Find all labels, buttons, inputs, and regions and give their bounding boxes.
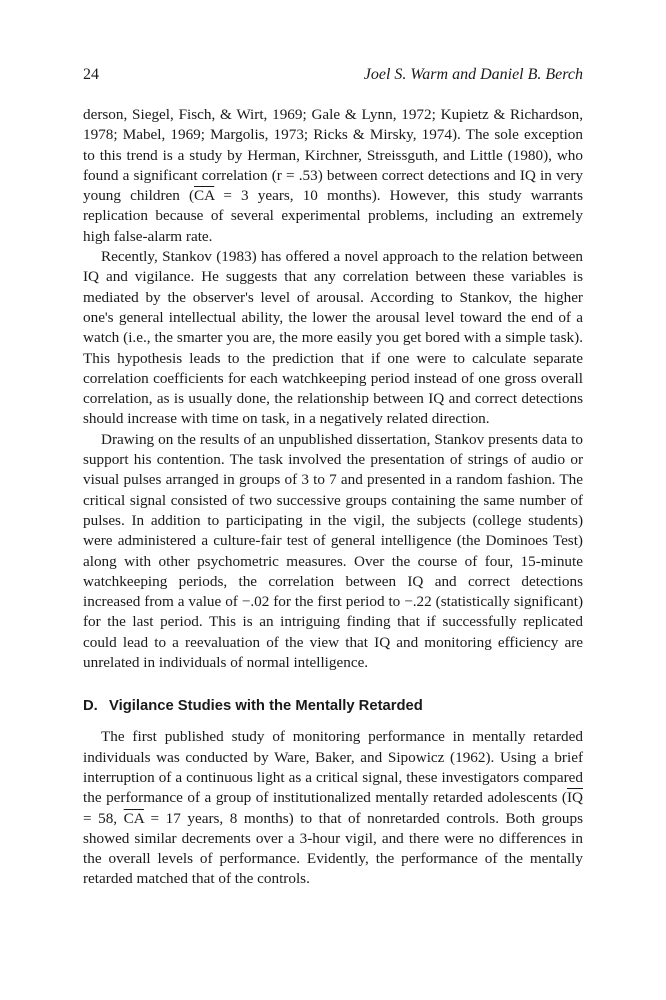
paragraph-4-text: The first published study of monitoring performance in mentally retarded individuals was conducted by Ware, Baker, and Sipowicz (1962). Using a brief interruption of a continuous light as a critical signal, these investigators compared the performance of a group of institutionalized mentally retarded adolescents (: [83, 728, 583, 807]
body-text: [83, 105, 583, 890]
paragraph-2: Recently, Stankov (1983) has offered a novel approach to the relation between IQ and vigilance. He suggests that any correlation between these variables is mediated by the observer's level of arousal. According to Stankov, the higher one's general intellectual ability, the lower the arousal level toward the end of a watch (i.e., the smarter you are, the more easily you get bored with a simple task). This hypothesis leads to the prediction that if one were to calculate separate correlation coefficients for each watchkeeping period instead of one gross overall correlation, as is usually done, the relationship between IQ and correct detections should increase with time on task, in a negatively related direction.: [83, 248, 583, 428]
paragraph-3: Drawing on the results of an unpublished dissertation, Stankov presents data to support his contention. The task involved the presentation of strings of audio or visual pulses arranged in groups of 3 to 7 and presented in a random fashion. The critical signal consisted of two successive groups containing the same number of pulses. In addition to participating in the vigil, the subjects (college students) were administered a culture-fair test of general intelligence (the Dominoes Test) along with other psychometric measures. Over the course of four, 15-minute watchkeeping periods, the correlation between IQ and correct detections increased from a value of −.02 for the first period to −.22 (statistically significant) for the last period. This is an intriguing finding that if successfully replicated could lead to a reevaluation of the view that IQ and monitoring efficiency are unrelated in individuals of normal intelligence.: [83, 430, 583, 672]
book-page: [83, 64, 583, 890]
page-number: 24: [83, 66, 99, 83]
paragraph-1: [83, 105, 583, 247]
paragraph-4: [83, 727, 583, 889]
paragraph-1-text: derson, Siegel, Fisch, & Wirt, 1969; Gale & Lynn, 1972; Kupietz & Richardson, 1978; Mabel, 1969; Margolis, 1973; Ricks & Mirsky, 1974). The sole exception to this trend is a study by Herman, Kirchner, Streissguth, and Little (1980), who found a significant correlation (r = .53) between correct detections and IQ in very young children (: [83, 106, 583, 205]
section-title: Vigilance Studies with the Mentally Retarded: [109, 698, 423, 715]
mean-ca-symbol-2: $\overline{CA}$: [123, 809, 144, 827]
paragraph-4-end: = 17 years, 8 months) to that of nonretarded controls. Both groups showed similar decrements over a 3-hour vigil, and there were no differences in the overall levels of performance. Evidently, the performance of the mentally retarded matched that of the controls.: [83, 809, 583, 888]
running-title: Joel S. Warm and Daniel B. Berch: [363, 66, 583, 83]
section-heading: [83, 696, 583, 716]
paragraph-1-end: = 3 years, 10 months). However, this study warrants replication because of several experimental problems, including an extremely high false-alarm rate.: [83, 187, 583, 245]
section-letter: D.: [83, 698, 98, 715]
mean-ca-symbol: $\overline{CA}$: [194, 187, 215, 205]
paragraph-4-mid: = 58,: [83, 809, 124, 827]
mean-iq-symbol: $\overline{IQ}$: [566, 789, 583, 807]
running-head: [83, 64, 583, 86]
